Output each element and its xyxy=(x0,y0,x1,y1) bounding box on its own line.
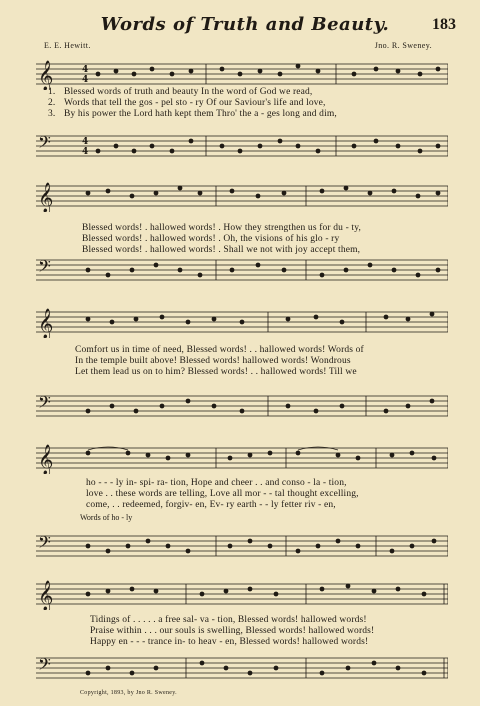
hymn-number: 183 xyxy=(432,16,456,33)
svg-text:4: 4 xyxy=(82,75,89,85)
bass-staff xyxy=(36,256,448,280)
chorus-lyrics-2: Comfort us in time of need, Blessed words! . . hallowed words! Words of In the temple built above! Blessed words! hallowed words! Wondrous Let them lead us on to him? Blessed words! . . hallowed words! Till we xyxy=(75,345,364,377)
svg-text:𝄞: 𝄞 xyxy=(38,183,54,212)
chorus-lyrics-1: Blessed words! . hallowed words! . How they strengthen us for du - ty, Blessed words! . hallowed words! . Oh, the visions of his glo - ry Blessed words! . hallowed words! . Shall we not with joy accept them, xyxy=(82,223,362,255)
treble-staff xyxy=(36,444,448,474)
svg-text:4: 4 xyxy=(82,137,89,147)
bass-staff xyxy=(36,532,448,556)
treble-staff xyxy=(36,580,448,610)
copyright-notice: Copyright, 1893, by Jno R. Sweney. xyxy=(80,690,177,696)
svg-text:𝄢: 𝄢 xyxy=(38,392,51,416)
treble-staff xyxy=(36,308,448,338)
treble-staff xyxy=(36,182,448,212)
bass-staff xyxy=(36,392,448,416)
svg-text:𝄢: 𝄢 xyxy=(38,654,51,678)
bass-lyric-note: Words of ho - ly xyxy=(80,513,133,522)
svg-text:4: 4 xyxy=(82,65,89,75)
svg-text:𝄢: 𝄢 xyxy=(38,132,51,156)
treble-staff xyxy=(36,60,448,90)
bass-staff xyxy=(36,654,448,678)
svg-text:𝄞: 𝄞 xyxy=(38,445,54,474)
svg-text:𝄢: 𝄢 xyxy=(38,532,51,556)
chorus-lyrics-4: Tidings of . . . . . a free sal- va - tion, Blessed words! hallowed words! Praise within . . . our souls is swelling, Blessed words! hallowed words! Happy en - - - trance in- to heav - en, Blessed words! hallowed words! xyxy=(90,615,375,647)
composer-credit: Jno. R. Sweney. xyxy=(374,41,432,50)
svg-text:𝄞: 𝄞 xyxy=(38,61,54,90)
author-credit: E. E. Hewitt. xyxy=(44,41,91,50)
hymn-title: Words of Truth and Beauty. xyxy=(100,14,390,35)
svg-text:4: 4 xyxy=(82,147,89,157)
svg-text:𝄞: 𝄞 xyxy=(38,581,54,610)
bass-staff xyxy=(36,132,448,156)
svg-text:𝄞: 𝄞 xyxy=(38,309,54,338)
verse-lyrics-1: 1. Blessed words of truth and beauty In the word of God we read, 2. Words that tell the gos - pel sto - ry Of our Saviour's life and love, 3. By his power the Lord hath kept them Thro' the a - ges long and dim, xyxy=(48,87,337,119)
svg-text:𝄢: 𝄢 xyxy=(38,256,51,280)
chorus-lyrics-3: ho - - - ly in- spi- ra- tion, Hope and cheer . . and conso - la - tion, love . . these words are telling, Love all mor - - tal thought excelling, come, . . redeemed, forgiv- en, Ev- ry earth - - ly fetter riv - en, xyxy=(86,478,359,510)
